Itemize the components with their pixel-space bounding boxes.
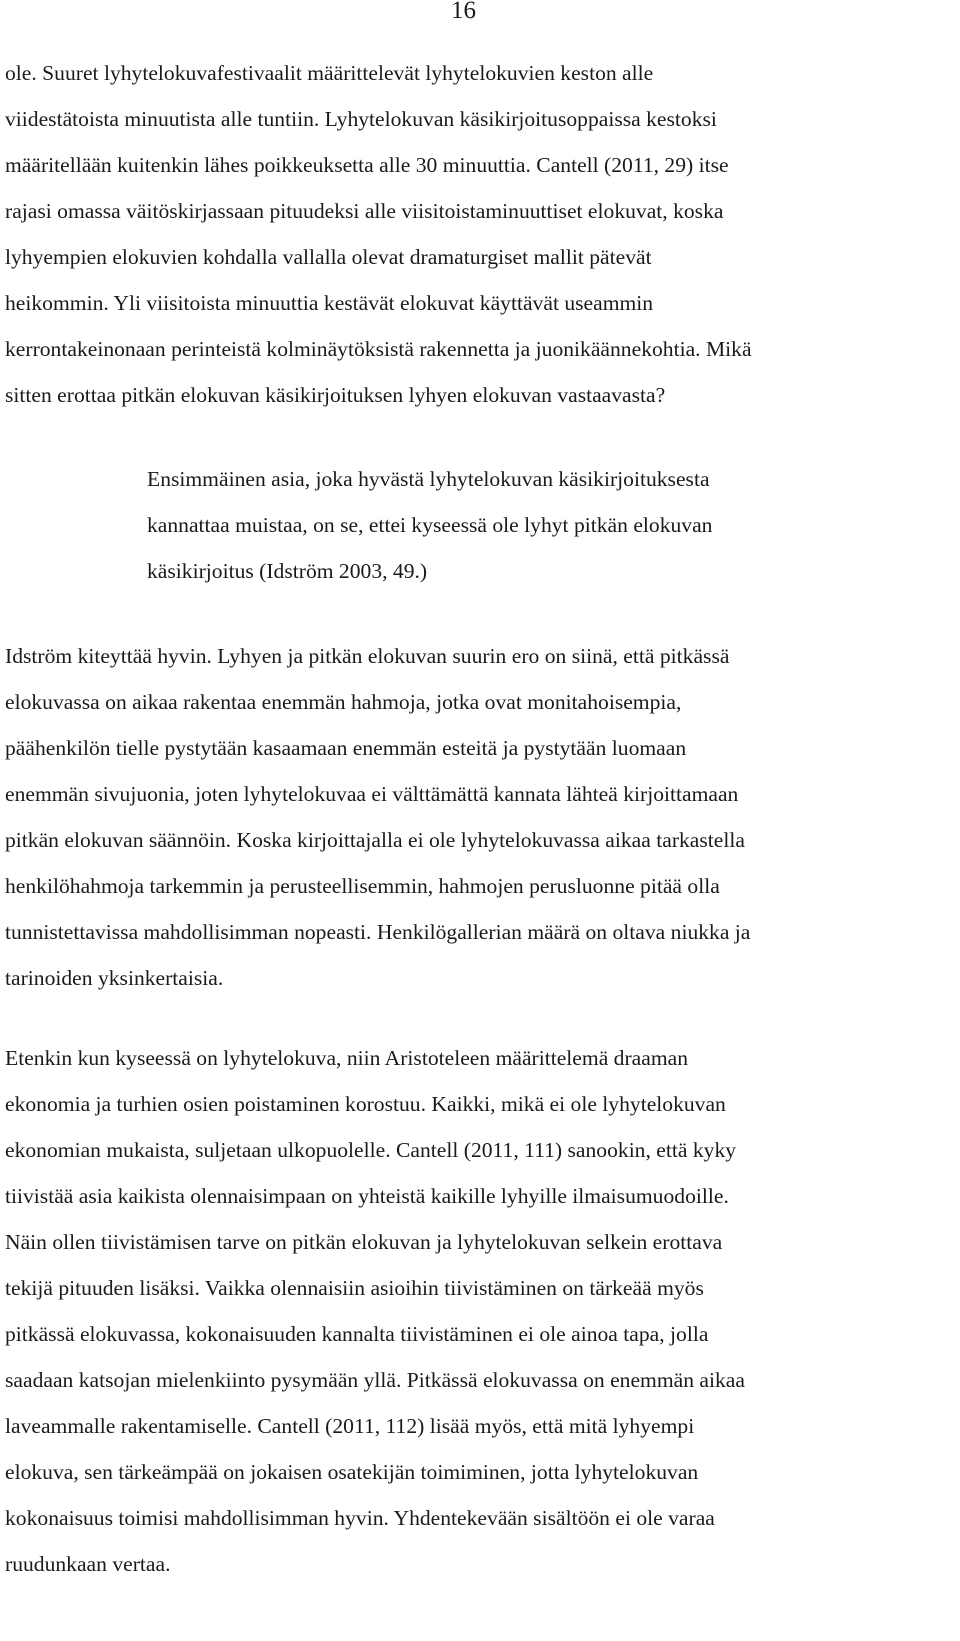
paragraph-line: pitkän elokuvan säännöin. Koska kirjoittajalla ei ole lyhytelokuvassa aikaa tarkastella [5,828,745,852]
paragraph-2 [5,633,950,1001]
paragraph-line: Näin ollen tiivistämisen tarve on pitkän elokuvan ja lyhytelokuvan selkein erottava [5,1230,723,1254]
paragraph-line: ole. Suuret lyhytelokuvafestivaalit määrittelevät lyhytelokuvien keston alle [5,61,654,85]
paragraph-line: elokuva, sen tärkeämpää on jokaisen osatekijän toimiminen, jotta lyhytelokuvan [5,1460,699,1484]
paragraph-line: ekonomia ja turhien osien poistaminen korostuu. Kaikki, mikä ei ole lyhytelokuvan [5,1092,726,1116]
paragraph-line: viidestätoista minuutista alle tuntiin. Lyhytelokuvan käsikirjoitusoppaissa kestoksi [5,107,717,131]
paragraph-line: henkilöhahmoja tarkemmin ja perusteellisemmin, hahmojen perusluonne pitää olla [5,874,720,898]
paragraph-line: määritellään kuitenkin lähes poikkeuksetta alle 30 minuuttia. Cantell (2011, 29) itse [5,153,729,177]
paragraph-line: Idström kiteyttää hyvin. Lyhyen ja pitkän elokuvan suurin ero on siinä, että pitkässä [5,644,730,668]
paragraph-line: tekijä pituuden lisäksi. Vaikka olennaisiin asioihin tiivistäminen on tärkeää myös [5,1276,704,1300]
quote-line: Ensimmäinen asia, joka hyvästä lyhytelokuvan käsikirjoituksesta [147,467,710,491]
paragraph-line: Etenkin kun kyseessä on lyhytelokuva, niin Aristoteleen määrittelemä draaman [5,1046,689,1070]
paragraph-line: kokonaisuus toimisi mahdollisimman hyvin. Yhdentekevään sisältöön ei ole varaa [5,1506,715,1530]
paragraph-line: tunnistettavissa mahdollisimman nopeasti. Henkilögallerian määrä on oltava niukka ja [5,920,751,944]
paragraph-line: enemmän sivujuonia, joten lyhytelokuvaa ei välttämättä kannata lähteä kirjoittamaan [5,782,739,806]
paragraph-line: ruudunkaan vertaa. [5,1552,171,1576]
paragraph-3 [5,1035,950,1587]
block-quote [147,456,917,594]
paragraph-line: laveammalle rakentamiselle. Cantell (2011, 112) lisää myös, että mitä lyhyempi [5,1414,695,1438]
paragraph-line: lyhyempien elokuvien kohdalla vallalla olevat dramaturgiset mallit pätevät [5,245,652,269]
paragraph-line: päähenkilön tielle pystytään kasaamaan enemmän esteitä ja pystytään luomaan [5,736,687,760]
page-number: 16 [451,0,476,24]
paragraph-line: heikommin. Yli viisitoista minuuttia kestävät elokuvat käyttävät useammin [5,291,654,315]
quote-line: kannattaa muistaa, on se, ettei kyseessä ole lyhyt pitkän elokuvan [147,513,713,537]
paragraph-line: pitkässä elokuvassa, kokonaisuuden kannalta tiivistäminen ei ole ainoa tapa, jolla [5,1322,709,1346]
paragraph-1 [5,50,950,418]
paragraph-line: sitten erottaa pitkän elokuvan käsikirjoituksen lyhyen elokuvan vastaavasta? [5,383,666,407]
paragraph-line: saadaan katsojan mielenkiinto pysymään yllä. Pitkässä elokuvassa on enemmän aikaa [5,1368,745,1392]
paragraph-line: rajasi omassa väitöskirjassaan pituudeksi alle viisitoistaminuuttiset elokuvat, koska [5,199,724,223]
paragraph-line: elokuvassa on aikaa rakentaa enemmän hahmoja, jotka ovat monitahoisempia, [5,690,682,714]
quote-line: käsikirjoitus (Idström 2003, 49.) [147,559,428,583]
paragraph-line: kerrontakeinonaan perinteistä kolminäytöksistä rakennetta ja juonikäännekohtia. Mikä [5,337,752,361]
paragraph-line: ekonomian mukaista, suljetaan ulkopuolelle. Cantell (2011, 111) sanookin, että kyky [5,1138,737,1162]
paragraph-line: tiivistää asia kaikista olennaisimpaan on yhteistä kaikille lyhyille ilmaisumuodoille. [5,1184,729,1208]
paragraph-line: tarinoiden yksinkertaisia. [5,966,224,990]
